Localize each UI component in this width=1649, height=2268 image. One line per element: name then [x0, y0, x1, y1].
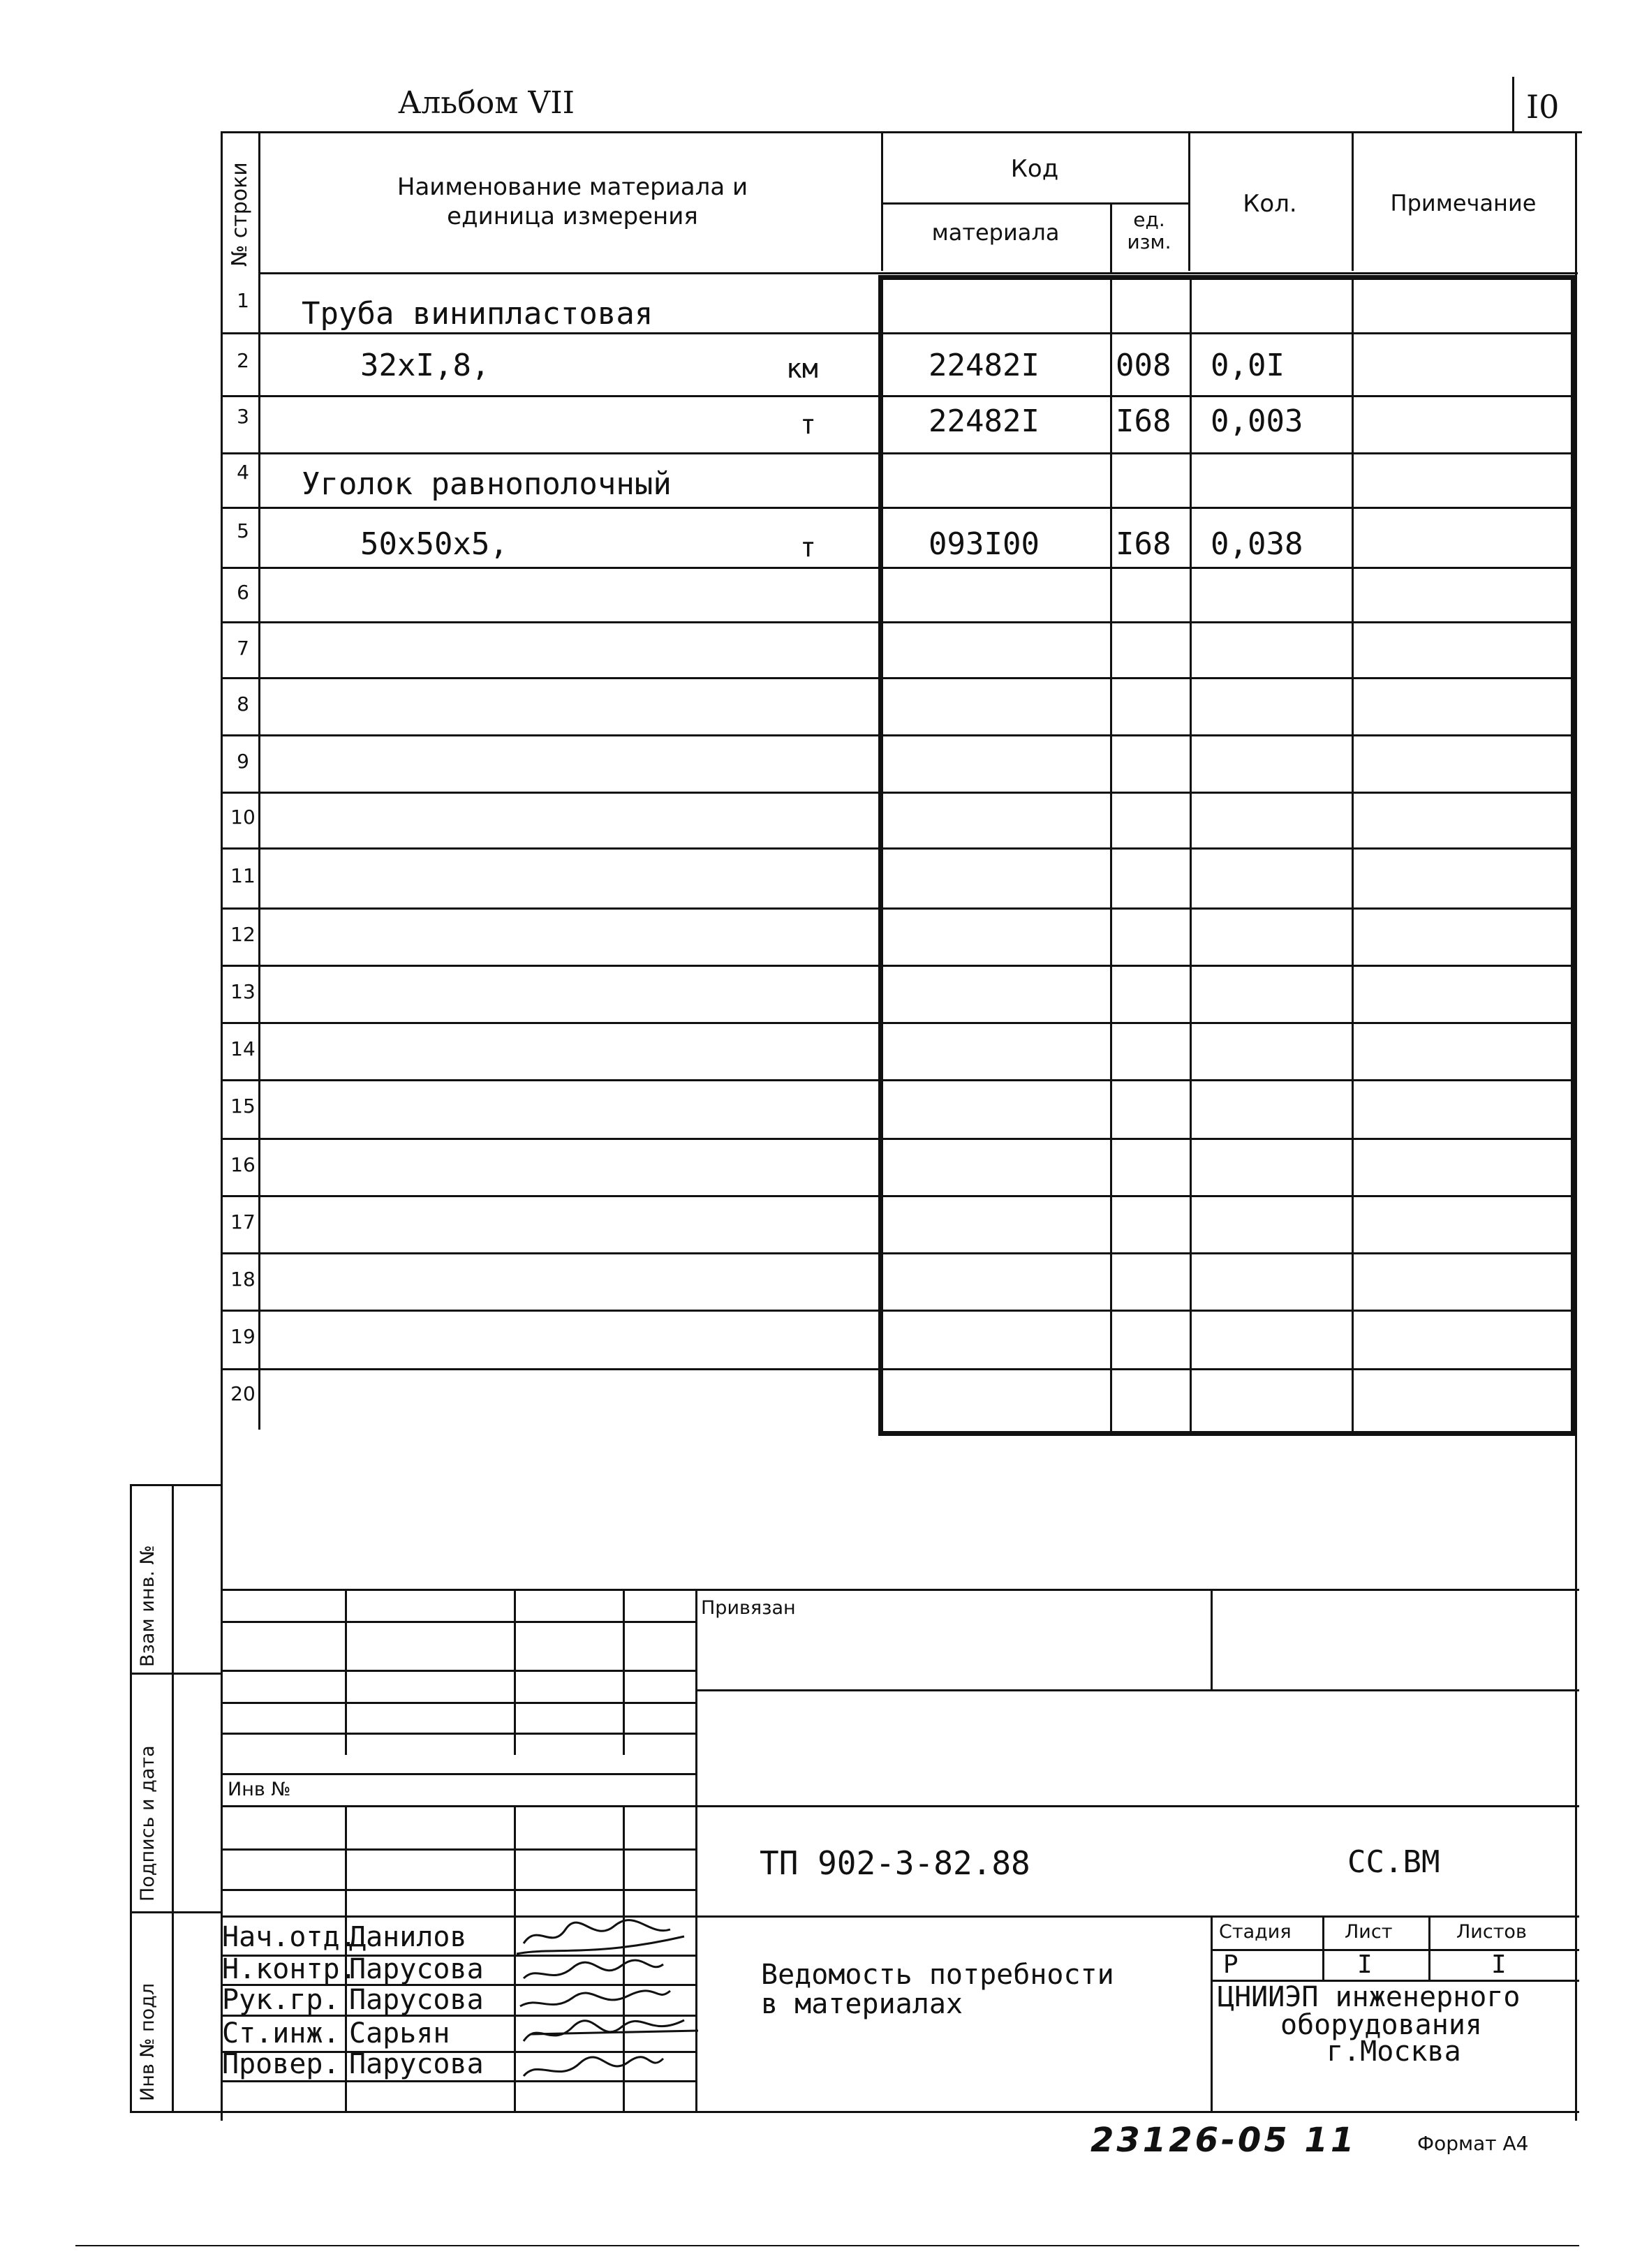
footer-number: 23126-05 11	[1090, 2121, 1357, 2160]
doc-title-line1: Ведомость потребности	[761, 1959, 1114, 1991]
staff-role: Нач.отд.	[222, 1921, 357, 1953]
podpis-label: Подпись и дата	[137, 1745, 158, 1902]
header-name-line2: единица измерения	[447, 202, 698, 230]
quantity: 0,0I	[1211, 348, 1285, 383]
row-number: 3	[237, 405, 249, 428]
header-qty: Кол.	[1243, 190, 1297, 218]
sheets-value: I	[1491, 1950, 1507, 1979]
material-code: 22482I	[929, 403, 1040, 439]
row-number: 20	[230, 1382, 256, 1405]
row-number: 1	[237, 289, 249, 312]
staff-name: Парусова	[349, 2048, 484, 2080]
staff-role: Н.контр.	[222, 1953, 357, 1985]
material-name: Труба винипластовая	[302, 296, 653, 332]
doc-mark: СС.ВМ	[1347, 1844, 1440, 1880]
material-code: 22482I	[929, 348, 1040, 383]
sheet-value: I	[1357, 1950, 1373, 1979]
staff-name: Парусова	[349, 1984, 484, 2016]
material-name: 50х50х5,	[360, 526, 508, 562]
unit-code: I68	[1116, 526, 1171, 562]
unit-word: т	[800, 532, 816, 563]
row-number: 5	[237, 519, 249, 542]
signatures	[510, 1915, 719, 2111]
row-number: 11	[230, 864, 256, 887]
row-number: 10	[230, 806, 256, 829]
material-name: 32хI,8,	[360, 348, 490, 383]
staff-role: Ст.инж.	[222, 2017, 340, 2050]
header-note: Примечание	[1390, 190, 1537, 216]
vzam-label: Взам инв. №	[137, 1545, 158, 1667]
row-number: 2	[237, 349, 249, 372]
org-line1: ЦНИИЭП инженерного	[1218, 1981, 1521, 2013]
row-number: 14	[230, 1037, 256, 1060]
row-number: 19	[230, 1325, 256, 1348]
row-number: 12	[230, 923, 256, 946]
unit-word: т	[800, 409, 816, 440]
staff-role: Провер.	[222, 2048, 340, 2080]
staff-name: Парусова	[349, 1953, 484, 1985]
material-code: 093I00	[929, 526, 1040, 562]
header-material: материала	[931, 219, 1060, 246]
unit-code: I68	[1116, 403, 1171, 439]
page-number-divider	[1512, 77, 1514, 133]
row-number: 4	[237, 461, 249, 484]
quantity: 0,003	[1211, 403, 1303, 439]
row-number: 18	[230, 1268, 256, 1291]
staff-role: Рук.гр.	[222, 1984, 340, 2016]
unit-code: 008	[1116, 348, 1171, 383]
row-number: 16	[230, 1153, 256, 1176]
org-line2: оборудования	[1280, 2009, 1482, 2041]
staff-name: Данилов	[349, 1921, 467, 1953]
org-line3: г.Москва	[1326, 2036, 1461, 2068]
row-number: 9	[237, 750, 249, 773]
unit-word: км	[786, 353, 818, 384]
doc-title-line2: в материалах	[761, 1988, 963, 2020]
stage-value: Р	[1223, 1950, 1238, 1979]
quantity: 0,038	[1211, 526, 1303, 562]
footer-format: Формат А4	[1417, 2132, 1529, 2155]
stage-label: Стадия	[1219, 1921, 1292, 1943]
header-code: Код	[1010, 155, 1059, 183]
header-row-no: № строки	[228, 162, 252, 267]
row-number: 8	[237, 692, 249, 716]
inv-label: Инв № подл	[137, 1982, 158, 2101]
row-number: 6	[237, 581, 249, 604]
album-label: Альбом VII	[398, 85, 575, 121]
sheet-label: Лист	[1345, 1921, 1393, 1943]
row-number: 7	[237, 637, 249, 660]
bottom-rule	[75, 2245, 1579, 2246]
header-unit: ед.	[1133, 208, 1165, 231]
staff-name: Сарьян	[349, 2017, 450, 2050]
row-number: 15	[230, 1095, 256, 1118]
doc-code: ТП 902-3-82.88	[760, 1844, 1030, 1882]
page-number: I0	[1526, 88, 1560, 126]
material-name: Уголок равнополочный	[302, 466, 672, 502]
sheets-label: Листов	[1456, 1921, 1527, 1943]
row-number: 13	[230, 980, 256, 1003]
header-unit-line2: изм.	[1127, 230, 1171, 253]
privyazan-label: Привязан	[701, 1597, 796, 1619]
header-name: Наименование материала и	[397, 173, 748, 201]
inv-no-label: Инв №	[228, 1779, 291, 1800]
row-number: 17	[230, 1210, 256, 1233]
